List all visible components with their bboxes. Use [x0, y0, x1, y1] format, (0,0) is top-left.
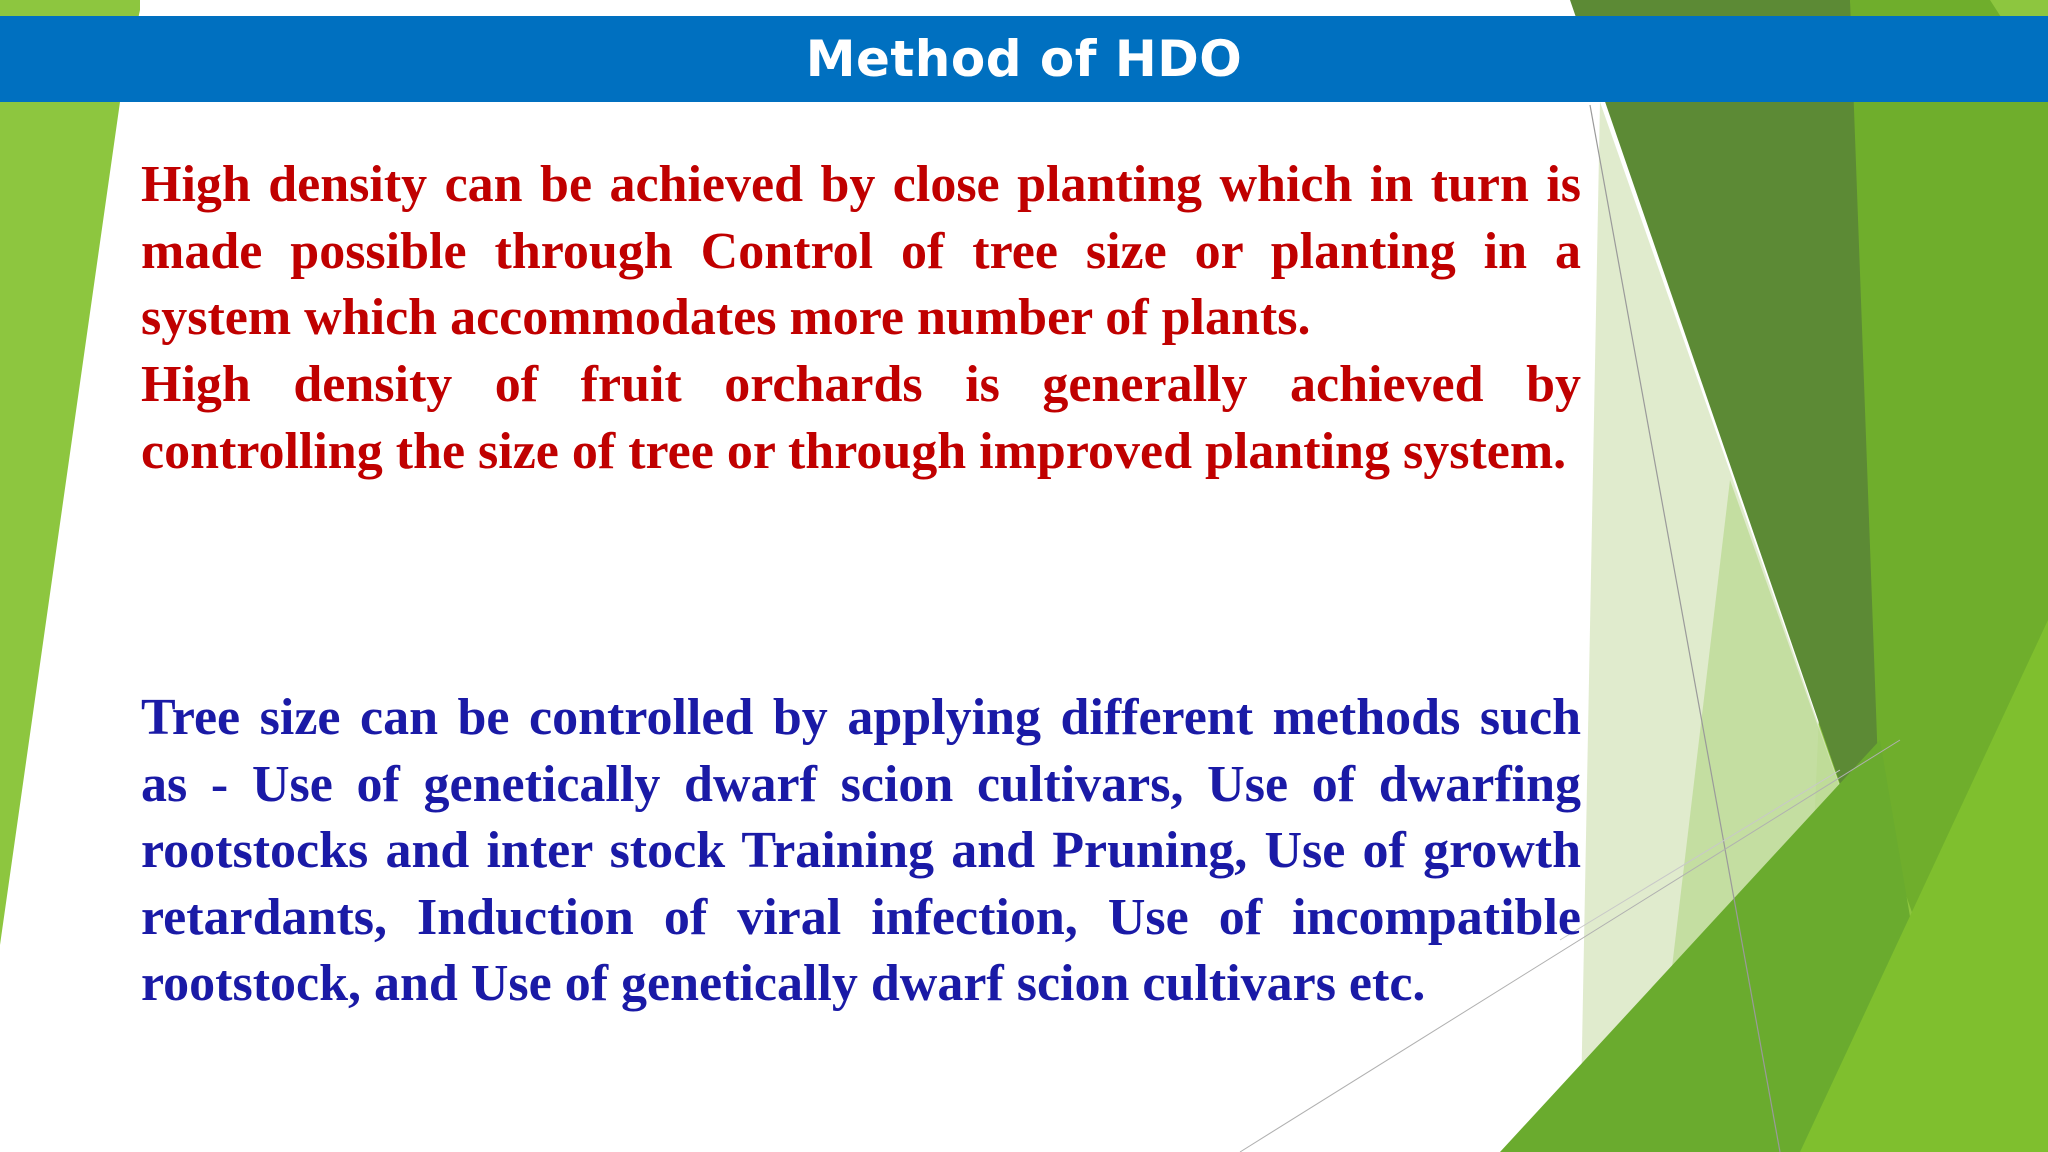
- left-green-facet: [0, 0, 140, 945]
- paragraph-close-planting: High density can be achieved by close planting which in turn is made possible through Control of tree size or planting in a system which accommodates more number of plants.: [141, 156, 1581, 346]
- slide-title: Method of HDO: [805, 30, 1243, 88]
- paragraph-high-density-orchards: High density of fruit orchards is generally achieved by controlling the size of tree or through improved planting system.: [141, 356, 1581, 480]
- paragraph-tree-size-methods: Tree size can be controlled by applying different methods such as - Use of genetically dwarf scion cultivars, Use of dwarfing rootstocks and inter stock Training and Pruning, Use of growth retardants, Induction of viral infection, Use of incompatible rootstock, and Use of genetically dwarf scion cultivars etc.: [141, 689, 1581, 1012]
- title-bar: [0, 16, 2048, 102]
